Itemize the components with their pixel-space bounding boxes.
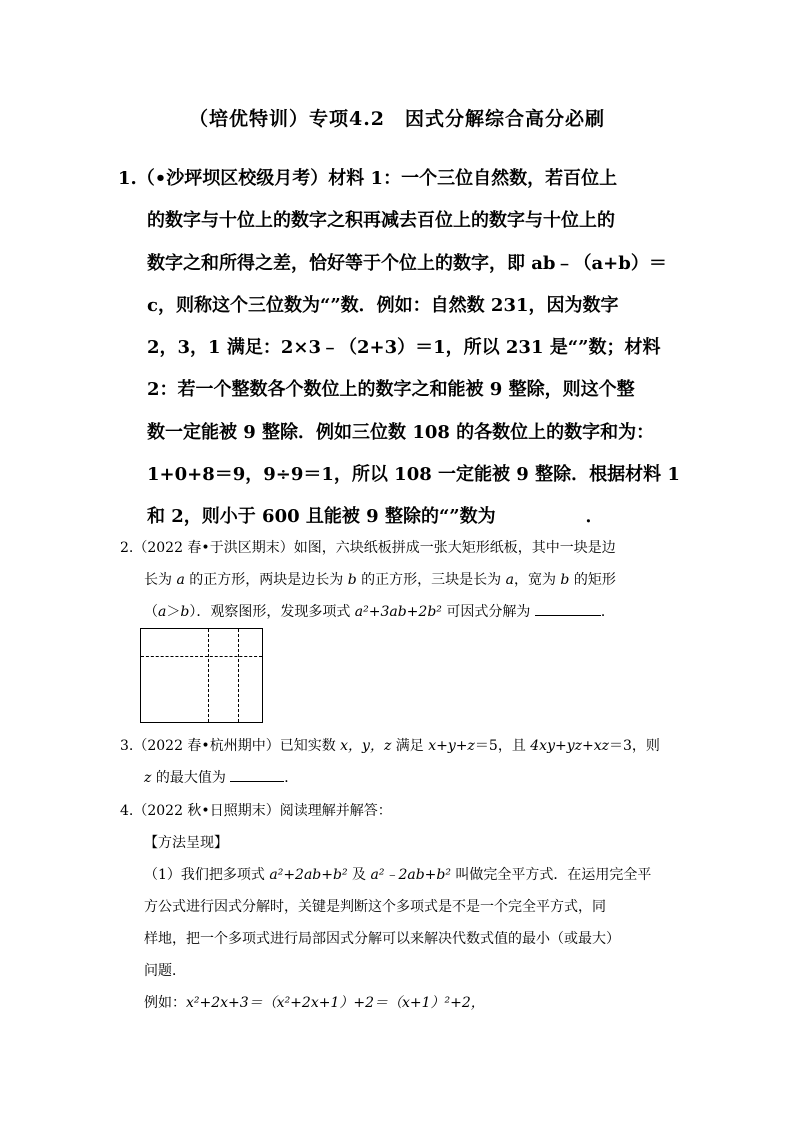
question-3-line-1 xyxy=(120,730,660,762)
text: ＝5，且 xyxy=(474,738,531,754)
text: （1）我们把多项式 xyxy=(144,867,270,883)
text: 例如： xyxy=(144,995,186,1011)
equation: 4xy+yz+xz xyxy=(530,738,609,754)
paragraph-line: 方公式进行因式分解时，关键是判断这个多项式是不是一个完全平方式，同 xyxy=(144,899,606,915)
page-title: （培优特训）专项4.2 因式分解综合高分必刷 xyxy=(188,108,606,130)
equation: x+y+z xyxy=(428,738,475,754)
polynomial: a²+2ab+b² xyxy=(269,867,348,883)
question-2-line-2 xyxy=(120,564,616,596)
question-3-line-2 xyxy=(120,762,660,794)
text: 的正方形，两块是边长为 xyxy=(184,572,348,588)
var-a: a xyxy=(505,572,514,588)
question-1-line: 1.（•沙坪坝区校级月考）材料 1：一个三位自然数，若百位上 xyxy=(118,168,618,189)
var-b: b xyxy=(347,572,357,588)
example-line xyxy=(120,987,651,1019)
text: ＝3，则 xyxy=(609,738,660,754)
text: 的正方形，三块是长为 xyxy=(356,572,506,588)
answer-blank xyxy=(230,767,284,782)
text: ）．观察图形，发现多项式 xyxy=(189,604,355,620)
rectangle-figure xyxy=(140,628,263,723)
answer-blank xyxy=(535,601,601,616)
section-heading: 【方法呈现】 xyxy=(144,835,228,851)
text: 叫做完全平方式．在运用完全平 xyxy=(450,867,652,883)
polynomial: a²﹣2ab+b² xyxy=(370,867,451,883)
text: ＞ xyxy=(166,604,181,620)
var-b: b xyxy=(180,604,190,620)
var-a: a xyxy=(158,604,167,620)
dashed-line-horizontal xyxy=(141,656,262,657)
text: 及 xyxy=(347,867,371,883)
paragraph-line xyxy=(120,859,651,891)
text: 满足 xyxy=(391,738,429,754)
question-1-line: c，则称这个三位数为“”数．例如：自然数 231，因为数字 xyxy=(147,294,619,316)
paragraph-line: 问题． xyxy=(144,963,186,979)
expression: x²+2x+3＝（x²+2x+1）+2＝（x+1）²+2， xyxy=(186,995,485,1011)
question-4 xyxy=(120,795,651,1019)
question-3 xyxy=(120,730,660,794)
dashed-line-vertical xyxy=(208,629,209,722)
text: ． xyxy=(284,770,299,786)
question-1 xyxy=(118,158,708,539)
var-b: b xyxy=(560,572,570,588)
text: 3.（2022 春•杭州期中）已知实数 xyxy=(120,738,341,754)
text: ，宽为 xyxy=(513,572,561,588)
text: ． xyxy=(600,604,615,620)
text: 长为 xyxy=(144,572,177,588)
dashed-line-vertical xyxy=(238,629,239,722)
question-1-line: 2，3，1 满足：2×3﹣（2+3）＝1，所以 231 是“”数；材料 xyxy=(147,337,661,359)
question-2-line-3 xyxy=(120,596,616,628)
vars: x，y，z xyxy=(340,738,392,754)
paragraph-line: 样地，把一个多项式进行局部因式分解可以来解决代数式值的最小（或最大） xyxy=(144,931,620,947)
question-2 xyxy=(120,532,616,628)
question-1-line: 1+0+8＝9，9÷9＝1，所以 108 一定能被 9 整除．根据材料 1 xyxy=(147,464,680,486)
question-1-line: 的数字与十位上的数字之积再减去百位上的数字与十位上的 xyxy=(147,210,615,232)
question-4-line-1: 4.（2022 秋•日照期末）阅读理解并解答： xyxy=(120,803,392,819)
text: 可因式分解为 xyxy=(441,604,535,620)
var-z: z xyxy=(144,770,152,786)
question-1-line: 和 2，则小于 600 且能被 9 整除的“”数为 ． xyxy=(147,506,604,528)
question-1-line: 2：若一个整数各个数位上的数字之和能被 9 整除，则这个整 xyxy=(147,379,635,401)
polynomial: a²+3ab+2b² xyxy=(354,604,442,620)
var-a: a xyxy=(176,572,185,588)
question-2-line-1: 2.（2022 春•于洪区期末）如图，六块纸板拼成一张大矩形纸板，其中一块是边 xyxy=(120,540,616,556)
text: 的矩形 xyxy=(569,572,616,588)
text: 的最大值为 xyxy=(151,770,231,786)
question-1-line: 数一定能被 9 整除．例如三位数 108 的各数位上的数字和为： xyxy=(147,421,655,443)
text: （ xyxy=(144,604,158,620)
question-1-line: 数字之和所得之差，恰好等于个位上的数字，即 ab﹣（a+b）＝ xyxy=(147,252,667,274)
